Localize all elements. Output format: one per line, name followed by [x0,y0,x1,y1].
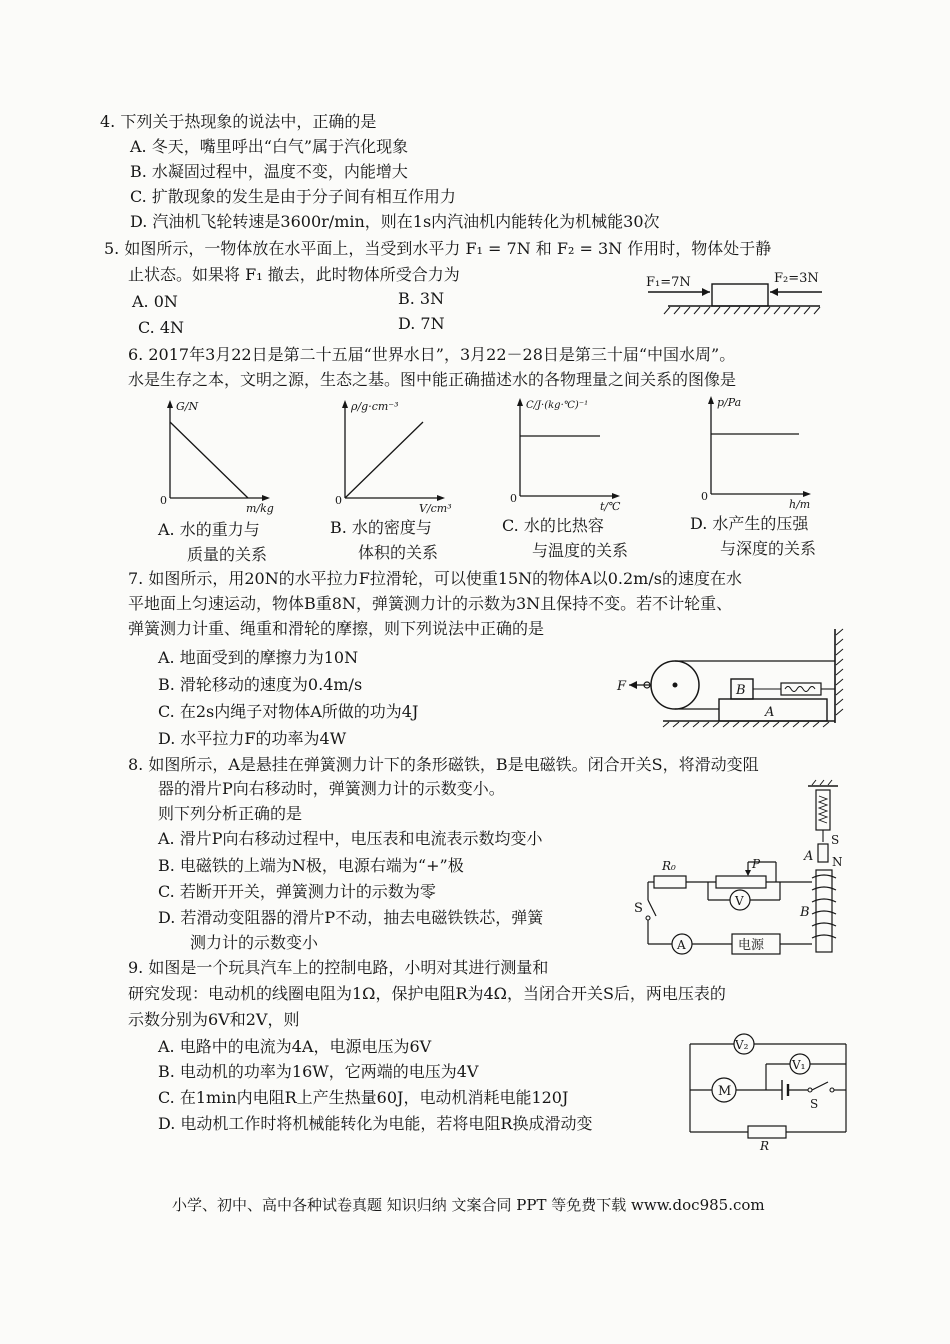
q8-electromagnet-label: B [800,905,810,920]
q6-graph-a-origin: 0 [160,494,167,507]
q4-option-d: D. 汽油机飞轮转速是3600r/min，则在1s内汽油机内能转化为机械能30次 [130,212,660,231]
q6-graph-d-ylabel: p/Pa [717,396,742,409]
q6-graph-b [335,398,452,515]
q8-option-d-line2: 测力计的示数变小 [190,933,319,952]
q9-option-c: C. 在1min内电阻R上产生热量60J，电动机消耗电能120J [158,1088,569,1107]
q9-stem-line1: 9. 如图是一个玩具汽车上的控制电路，小明对其进行测量和 [128,958,549,977]
q8-s-pole-label: S [831,833,840,847]
q9-stem-line3: 示数分别为6V和2V，则 [128,1010,300,1029]
q6-graph-d [701,394,813,511]
q6-graph-d-xlabel: h/m [789,498,811,511]
q6-caption-b-line2: 体积的关系 [358,543,439,562]
q8-spring-scale [816,790,830,830]
q8-switch [648,900,656,916]
q9-stem-line2: 研究发现：电动机的线圈电阻为1Ω，保护电阻R为4Ω，当闭合开关S后，两电压表的 [128,984,726,1003]
q5-stem-line1: 5. 如图所示，一物体放在水平面上，当受到水平力 F₁ = 7N 和 F₂ = 3N 作用时，物体处于静 [104,239,772,258]
q6-graph-c-ylabel: C/J·(kg·℃)⁻¹ [526,400,589,411]
q8-option-a: A. 滑片P向右移动过程中，电压表和电流表示数均变小 [158,829,543,848]
q5-force-diagram [640,270,830,318]
q7-block-b-label: B [736,683,746,698]
q8-option-d-line1: D. 若滑动变阻器的滑片P不动，抽去电磁铁铁芯，弹簧 [158,908,544,927]
q4-option-a: A. 冬天，嘴里呼出“白气”属于汽化现象 [130,137,409,156]
q6-graph-d-origin: 0 [701,490,708,503]
q8-option-b: B. 电磁铁的上端为N极，电源右端为“+”极 [158,856,464,875]
q6-caption-d-line2: 与深度的关系 [720,539,817,558]
q9-switch [812,1082,828,1090]
q9-option-b: B. 电动机的功率为16W，它两端的电压为4V [158,1062,479,1081]
q9-option-d: D. 电动机工作时将机械能转化为电能，若将电阻R换成滑动变 [158,1114,593,1133]
q8-stem-line3: 则下列分析正确的是 [158,804,303,823]
q7-stem-line3: 弹簧测力计重、绳重和滑轮的摩擦，则下列说法中正确的是 [128,619,545,638]
q4-option-b: B. 水凝固过程中，温度不变，内能增大 [130,162,408,181]
q5-option-d: D. 7N [398,314,445,333]
q7-pulley-diagram [615,625,845,727]
q7-block-a-label: A [765,705,775,720]
q6-graph-c-xlabel: t/℃ [600,500,621,513]
q6-graph-a-xlabel: m/kg [246,502,274,515]
q6-stem-line2: 水是生存之本，文明之源，生态之基。图中能正确描述水的各物理量之间关系的图像是 [128,370,737,389]
q6-caption-c-line2: 与温度的关系 [532,541,629,560]
q6-graph-a-ylabel: G/N [176,400,199,413]
q7-option-c: C. 在2s内绳子对物体A所做的功为4J [158,702,419,721]
footer-text: 小学、初中、高中各种试卷真题 知识归纳 文案合同 PPT 等免费下载 www.doc985.com [172,1196,765,1214]
q8-voltmeter-label: V [735,894,744,908]
q9-v2-label: V₂ [735,1038,749,1052]
q6-caption-d-line1: D. 水产生的压强 [690,514,809,533]
q8-rheostat [716,876,766,888]
q8-option-c: C. 若断开开关，弹簧测力计的示数为零 [158,882,436,901]
q6-graph-b-xlabel: V/cm³ [419,502,452,515]
q5-f2-label: F₂=3N [774,271,819,286]
q6-graph-a-line [170,422,248,498]
q9-r-label: R [760,1139,770,1153]
q8-n-pole-label: N [832,855,843,869]
q9-resistor-r [748,1126,786,1138]
q9-circuit-diagram [686,1028,856,1153]
q6-caption-a-line2: 质量的关系 [187,545,268,564]
q6-graph-b-ylabel: ρ/g·cm⁻³ [351,400,399,413]
q8-stem-line1: 8. 如图所示，A是悬挂在弹簧测力计下的条形磁铁，B是电磁铁。闭合开关S，将滑动变阻 [128,755,759,774]
q8-bar-magnet [818,844,828,862]
q8-magnet-label: A [804,849,814,864]
q9-switch-label: S [810,1097,819,1111]
q8-stem-line2: 器的滑片P向右移动时，弹簧测力计的示数变小。 [158,779,505,798]
q5-option-a: A. 0N [132,292,178,311]
q8-switch-label: S [634,901,643,916]
q5-f1-label: F₁=7N [646,275,691,290]
q7-stem-line1: 7. 如图所示，用20N的水平拉力F拉滑轮，可以使重15N的物体A以0.2m/s的速度在水 [128,569,742,588]
q4-option-c: C. 扩散现象的发生是由于分子间有相互作用力 [130,187,456,206]
q7-option-b: B. 滑轮移动的速度为0.4m/s [158,675,363,694]
q6-caption-c-line1: C. 水的比热容 [502,516,604,535]
q7-stem-line2: 平地面上匀速运动，物体B重8N，弹簧测力计的示数为3N且保持不变。若不计轮重、 [128,594,733,613]
q9-motor-label: M [718,1084,732,1099]
q6-graph-a [160,398,274,515]
q8-power-source-label: 电源 [738,938,765,953]
q6-caption-a-line1: A. 水的重力与 [158,520,260,539]
q4-stem: 4. 下列关于热现象的说法中，正确的是 [100,112,377,131]
q5-block [712,284,768,306]
q7-option-a: A. 地面受到的摩擦力为10N [158,648,359,667]
q5-option-c: C. 4N [138,318,185,337]
q8-slider-label: P [752,857,761,871]
q5-option-b: B. 3N [398,289,445,308]
q6-graph-b-origin: 0 [335,494,342,507]
q7-option-d: D. 水平拉力F的功率为4W [158,729,347,748]
q6-graph-b-line [345,422,423,498]
q8-ammeter-label: A [677,938,686,952]
q7-force-label: F [617,679,627,694]
q6-graph-c-origin: 0 [510,492,517,505]
q9-v1-label: V₁ [792,1058,806,1072]
q9-option-a: A. 电路中的电流为4A，电源电压为6V [158,1037,432,1056]
q8-r0-label: R₀ [662,859,676,873]
q8-resistor-r0 [654,876,686,888]
q6-stem-line1: 6. 2017年3月22日是第二十五届“世界水日”，3月22－28日是第三十届“中国水周”。 [128,345,736,364]
q6-graph-c [510,396,632,513]
q8-circuit-diagram [632,782,852,960]
q5-stem-line2: 止状态。如果将 F₁ 撤去，此时物体所受合力为 [128,265,460,284]
q6-caption-b-line1: B. 水的密度与 [330,518,432,537]
